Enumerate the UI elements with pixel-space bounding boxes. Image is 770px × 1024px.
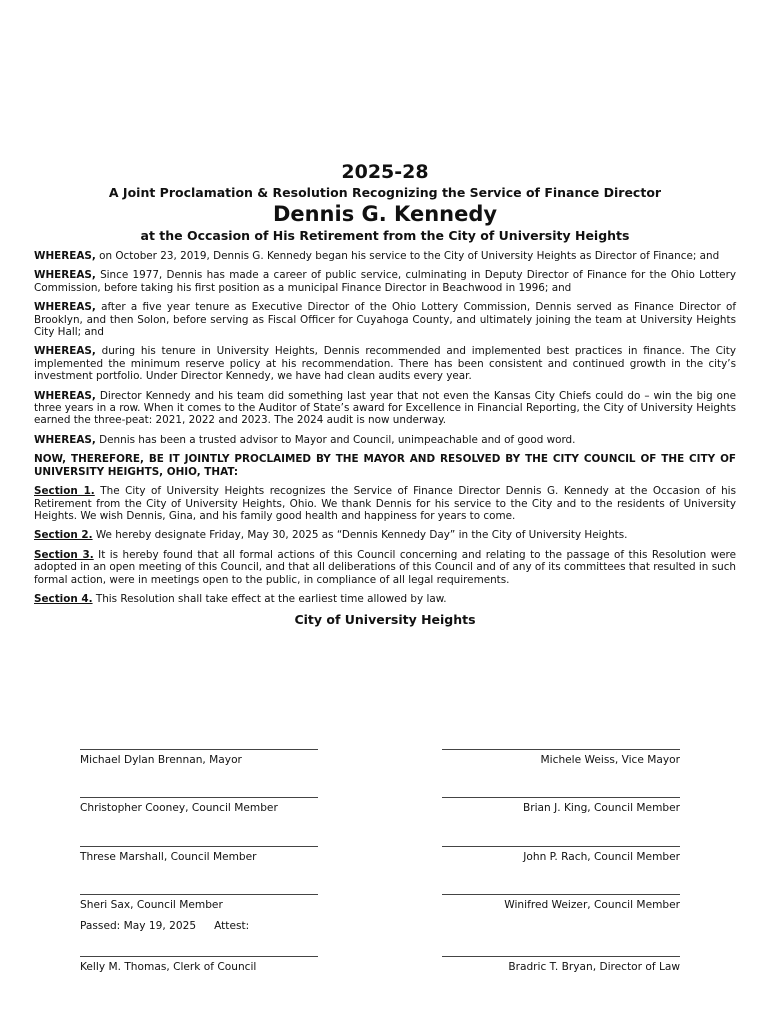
signature-line	[442, 749, 680, 750]
whereas-clause: WHEREAS, on October 23, 2019, Dennis G. Kennedy began his service to the City of University Heights as Director of Finance; and	[34, 250, 720, 262]
signatory-name: Sheri Sax, Council Member	[80, 899, 223, 911]
signature-line	[80, 797, 318, 798]
resolution-number: 2025-28	[341, 161, 429, 183]
signature-line	[80, 894, 318, 895]
resolution-subtitle: A Joint Proclamation & Resolution Recognizing the Service of Finance Director	[108, 185, 662, 200]
signature-line	[80, 956, 318, 957]
occasion-line: at the Occasion of His Retirement from the City of University Heights	[140, 228, 630, 243]
signatory-name: Michele Weiss, Vice Mayor	[540, 754, 680, 766]
attest-label: Attest:	[214, 920, 250, 932]
signatory-name: Threse Marshall, Council Member	[80, 851, 257, 863]
honoree-name: Dennis G. Kennedy	[272, 202, 498, 226]
section-clause: Section 1. The City of University Heights recognizes the Service of Finance Director Dennis G. Kennedy at the Occasion of his Retirement from the City of University Heights, Ohio. We thank Dennis for his service to the City and to the residents of University Heights. We wish Dennis, Gina, and his family good health and happiness for years to come.	[34, 485, 736, 522]
section-clause: Section 4. This Resolution shall take effect at the earliest time allowed by law.	[34, 592, 447, 605]
signature-line	[442, 797, 680, 798]
section-clause: Section 3. It is hereby found that all formal actions of this Council concerning and relating to the passage of this Resolution were adopted in an open meeting of this Council, and that all deliberations of this Council and of any of its committees that resulted in such formal action, were in meetings open to the public, in compliance of all legal requirements.	[34, 548, 736, 586]
signature-block	[80, 749, 318, 766]
whereas-clause: WHEREAS, after a five year tenure as Executive Director of the Ohio Lottery Commission, Dennis served as Finance Director of Brooklyn, and then Solon, before serving as Fiscal Officer for Cuyahoga County, and ultimately joining the team at University Heights City Hall; and	[34, 301, 736, 339]
signatory-name: Michael Dylan Brennan, Mayor	[80, 754, 242, 766]
passed-date: Passed: May 19, 2025	[80, 920, 197, 932]
signatory-name: Brian J. King, Council Member	[522, 802, 680, 814]
city-heading: City of University Heights	[294, 612, 476, 628]
signature-block	[442, 956, 680, 973]
signature-line	[442, 846, 680, 847]
proclamation-body	[34, 160, 736, 628]
signatory-name: Winifred Weizer, Council Member	[504, 899, 680, 911]
signature-block	[442, 894, 680, 911]
signature-block	[442, 797, 680, 814]
signatory-name: Kelly M. Thomas, Clerk of Council	[80, 961, 257, 973]
signature-line	[80, 749, 318, 750]
signature-block	[80, 797, 318, 814]
signature-block	[80, 894, 318, 911]
signature-line	[442, 894, 680, 895]
whereas-clause: WHEREAS, Director Kennedy and his team did something last year that not even the Kansas City Chiefs could do – win the big one three years in a row. When it comes to the Auditor of State’s award for Excellence in Financial Reporting, the City of University Heights earned the three-peat: 2021, 2022 and 2023. The 2024 audit is now underway.	[34, 389, 736, 427]
signature-block	[80, 846, 318, 863]
signatory-name: John P. Rach, Council Member	[523, 851, 680, 863]
whereas-clause: WHEREAS, Dennis has been a trusted advisor to Mayor and Council, unimpeachable and of good word.	[34, 433, 576, 446]
whereas-clause: WHEREAS, Since 1977, Dennis has made a career of public service, culminating in Deputy Director of Finance for the Ohio Lottery Commission, before taking his first position as a municipal Finance Director in Beachwood in 1996; and	[34, 269, 736, 294]
signatory-name: Bradric T. Bryan, Director of Law	[508, 961, 680, 973]
signature-line	[80, 846, 318, 847]
signature-line	[442, 956, 680, 957]
signatory-name: Christopher Cooney, Council Member	[80, 802, 278, 814]
now-therefore-clause: NOW, THEREFORE, BE IT JOINTLY PROCLAIMED BY THE MAYOR AND RESOLVED BY THE CITY COUNCIL OF THE CITY OF UNIVERSITY HEIGHTS, OHIO, THAT:	[34, 453, 736, 478]
passed-attest-line	[80, 920, 267, 932]
signature-block	[80, 956, 318, 973]
signature-block	[442, 846, 680, 863]
signature-block	[442, 749, 680, 766]
whereas-clause: WHEREAS, during his tenure in University Heights, Dennis recommended and implemented best practices in finance. The City implemented the minimum reserve policy at his recommendation. There has been consistent and continued growth in the city’s investment portfolio. Under Director Kennedy, we have had clean audits every year.	[34, 345, 736, 383]
section-clause: Section 2. We hereby designate Friday, May 30, 2025 as “Dennis Kennedy Day” in the City of University Heights.	[34, 529, 628, 542]
